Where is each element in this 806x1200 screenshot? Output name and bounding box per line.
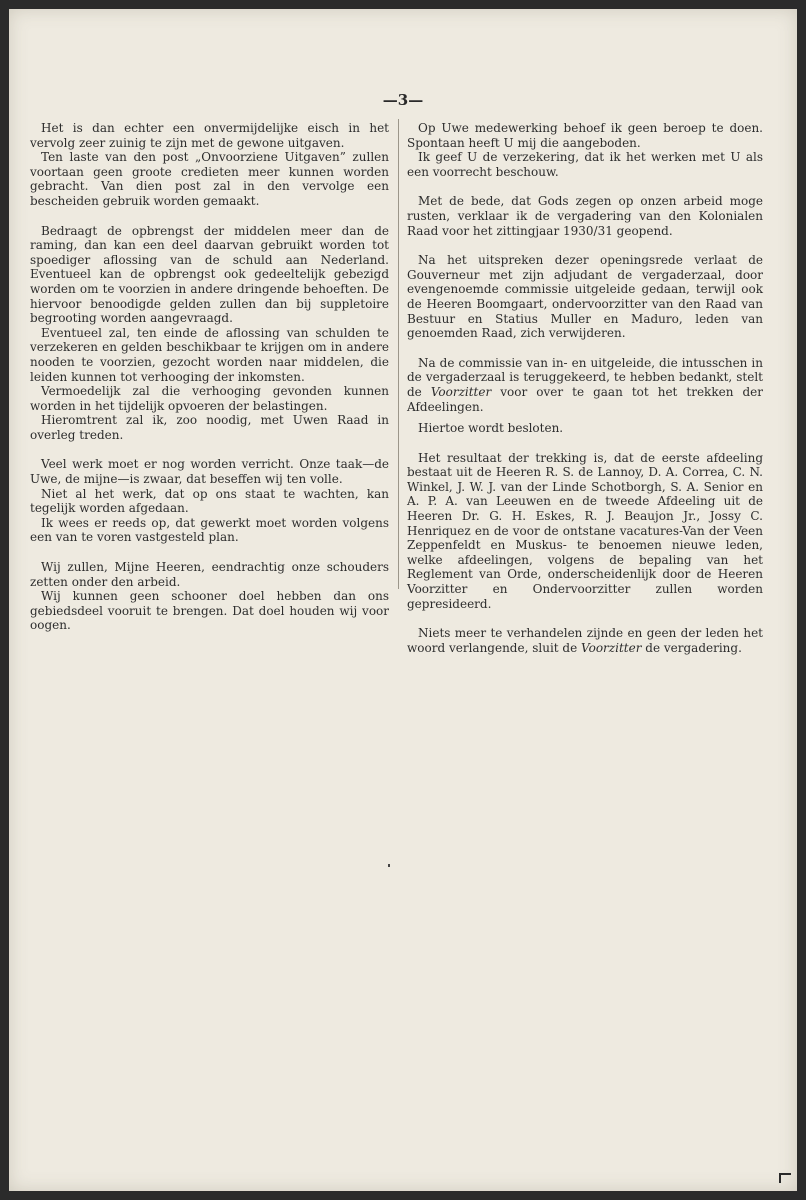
paragraph: Ik wees er reeds op, dat gewerkt moet worden volgens een van te voren vastgesteld plan.	[30, 515, 389, 545]
paragraph: Op Uwe medewerking behoef ik geen beroep te doen. Spontaan heeft U mij die aangeboden.	[407, 121, 763, 150]
paragraph: Het is dan echter een onvermijdelijke eisch in het vervolg zeer zuinig te zijn met de gewone uitgaven.	[30, 121, 389, 150]
page-number: —3—	[382, 91, 424, 109]
paragraph-text: voor over te gaan tot het trekken der Afdeelingen.	[407, 384, 763, 414]
paragraph: Na het uitspreken dezer openingsrede verlaat de Gouverneur met zijn adjudant de vergaderzaal, door evengenoemde commissie uitgeleide gedaan, terwijl ook de Heeren Boomgaart, ondervoorzitter van den Raad van Bestuur en Statius Muller en Maduro, leden van genoemden Raad, zich verwijderen.	[407, 253, 763, 341]
paragraph	[407, 626, 763, 655]
paragraph: Veel werk moet er nog worden verricht. Onze taak—de Uwe, de mijne—is zwaar, dat beseffen wij ten volle.	[30, 457, 389, 487]
paragraph: Wij zullen, Mijne Heeren, eendrachtig onze schouders zetten onder den arbeid.	[30, 560, 389, 589]
paragraph: Vermoedelijk zal die verhooging gevonden kunnen worden in het tijdelijk opvoeren der belastingen.	[30, 384, 389, 413]
paragraph-text: Na de commissie van in- en uitgeleide, die intusschen in de vergaderzaal is teruggekeerd, te hebben bedankt, stelt de	[407, 355, 763, 399]
column-divider	[398, 119, 399, 589]
paragraph: Wij kunnen geen schooner doel hebben dan ons gebiedsdeel vooruit te brengen. Dat doel houden wij voor oogen.	[30, 589, 389, 633]
paragraph: Hieromtrent zal ik, zoo noodig, met Uwen Raad in overleg treden.	[30, 413, 389, 442]
paragraph: Niet al het werk, dat op ons staat te wachten, kan tegelijk worden afgedaan.	[30, 486, 389, 516]
italic-term: Voorzitter	[581, 640, 642, 655]
paragraph	[407, 356, 763, 414]
paragraph: Eventueel zal, ten einde de aflossing van schulden te verzekeren en gelden beschikbaar te krijgen om in andere nooden te voorzien, gezocht worden naar middelen, die leiden kunnen tot verhooging der inkomsten.	[30, 325, 389, 384]
paragraph: Hiertoe wordt besloten.	[418, 421, 564, 436]
left-column	[30, 121, 389, 633]
paragraph-text: Niets meer te verhandelen zijnde en geen der leden het woord verlangende, sluit de	[407, 626, 763, 655]
ink-mark	[388, 864, 390, 867]
right-column	[407, 121, 763, 655]
italic-term: Voorzitter	[430, 384, 492, 399]
paragraph: Bedraagt de opbrengst der middelen meer dan de raming, dan kan een deel daarvan gebruikt worden tot spoediger aflossing van de schuld aan Nederland. Eventueel kan de opbrengst ook gedeeltelijk gebezigd worden om te voorzien in andere dringende behoeften. De hiervoor benoodigde gelden zullen dan bij suppletoire begrooting worden aangevraagd.	[30, 223, 389, 326]
paragraph-text: de vergadering.	[645, 640, 742, 655]
paragraph: Ten laste van den post „Onvoorziene Uitgaven” zullen voortaan geen groote credieten meer kunnen worden gebracht. Van dien post zal in den vervolge een bescheiden gebruik worden gemaakt.	[30, 150, 389, 208]
paragraph: Ik geef U de verzekering, dat ik het werken met U als een voorrecht beschouw.	[407, 150, 763, 179]
paragraph: Met de bede, dat Gods zegen op onzen arbeid moge rusten, verklaar ik de vergadering van den Kolonialen Raad voor het zittingjaar 1930/31 geopend.	[407, 194, 763, 238]
document-page	[9, 9, 797, 1191]
paragraph: Het resultaat der trekking is, dat de eerste afdeeling bestaat uit de Heeren R. S. de Lannoy, D. A. Correa, C. N. Winkel, J. W. J. van der Linde Schotborgh, S. A. Senior en A. P. A. van Leeuwen en de tweede Afdeeling uit de Heeren Dr. G. H. Eskes, R. J. Beaujon Jr., Jossy C. Henriquez en de voor de ontstane vacatures-Van der Veen Zeppenfeldt en Muskus- te benoemen nieuwe leden, welke afdeelingen, volgens de bepaling van het Reglement van Orde, onderscheidenlijk door de Heeren Voorzitter en Ondervoorzitter zullen worden gepresideerd.	[407, 450, 763, 611]
crop-mark	[779, 1173, 791, 1183]
